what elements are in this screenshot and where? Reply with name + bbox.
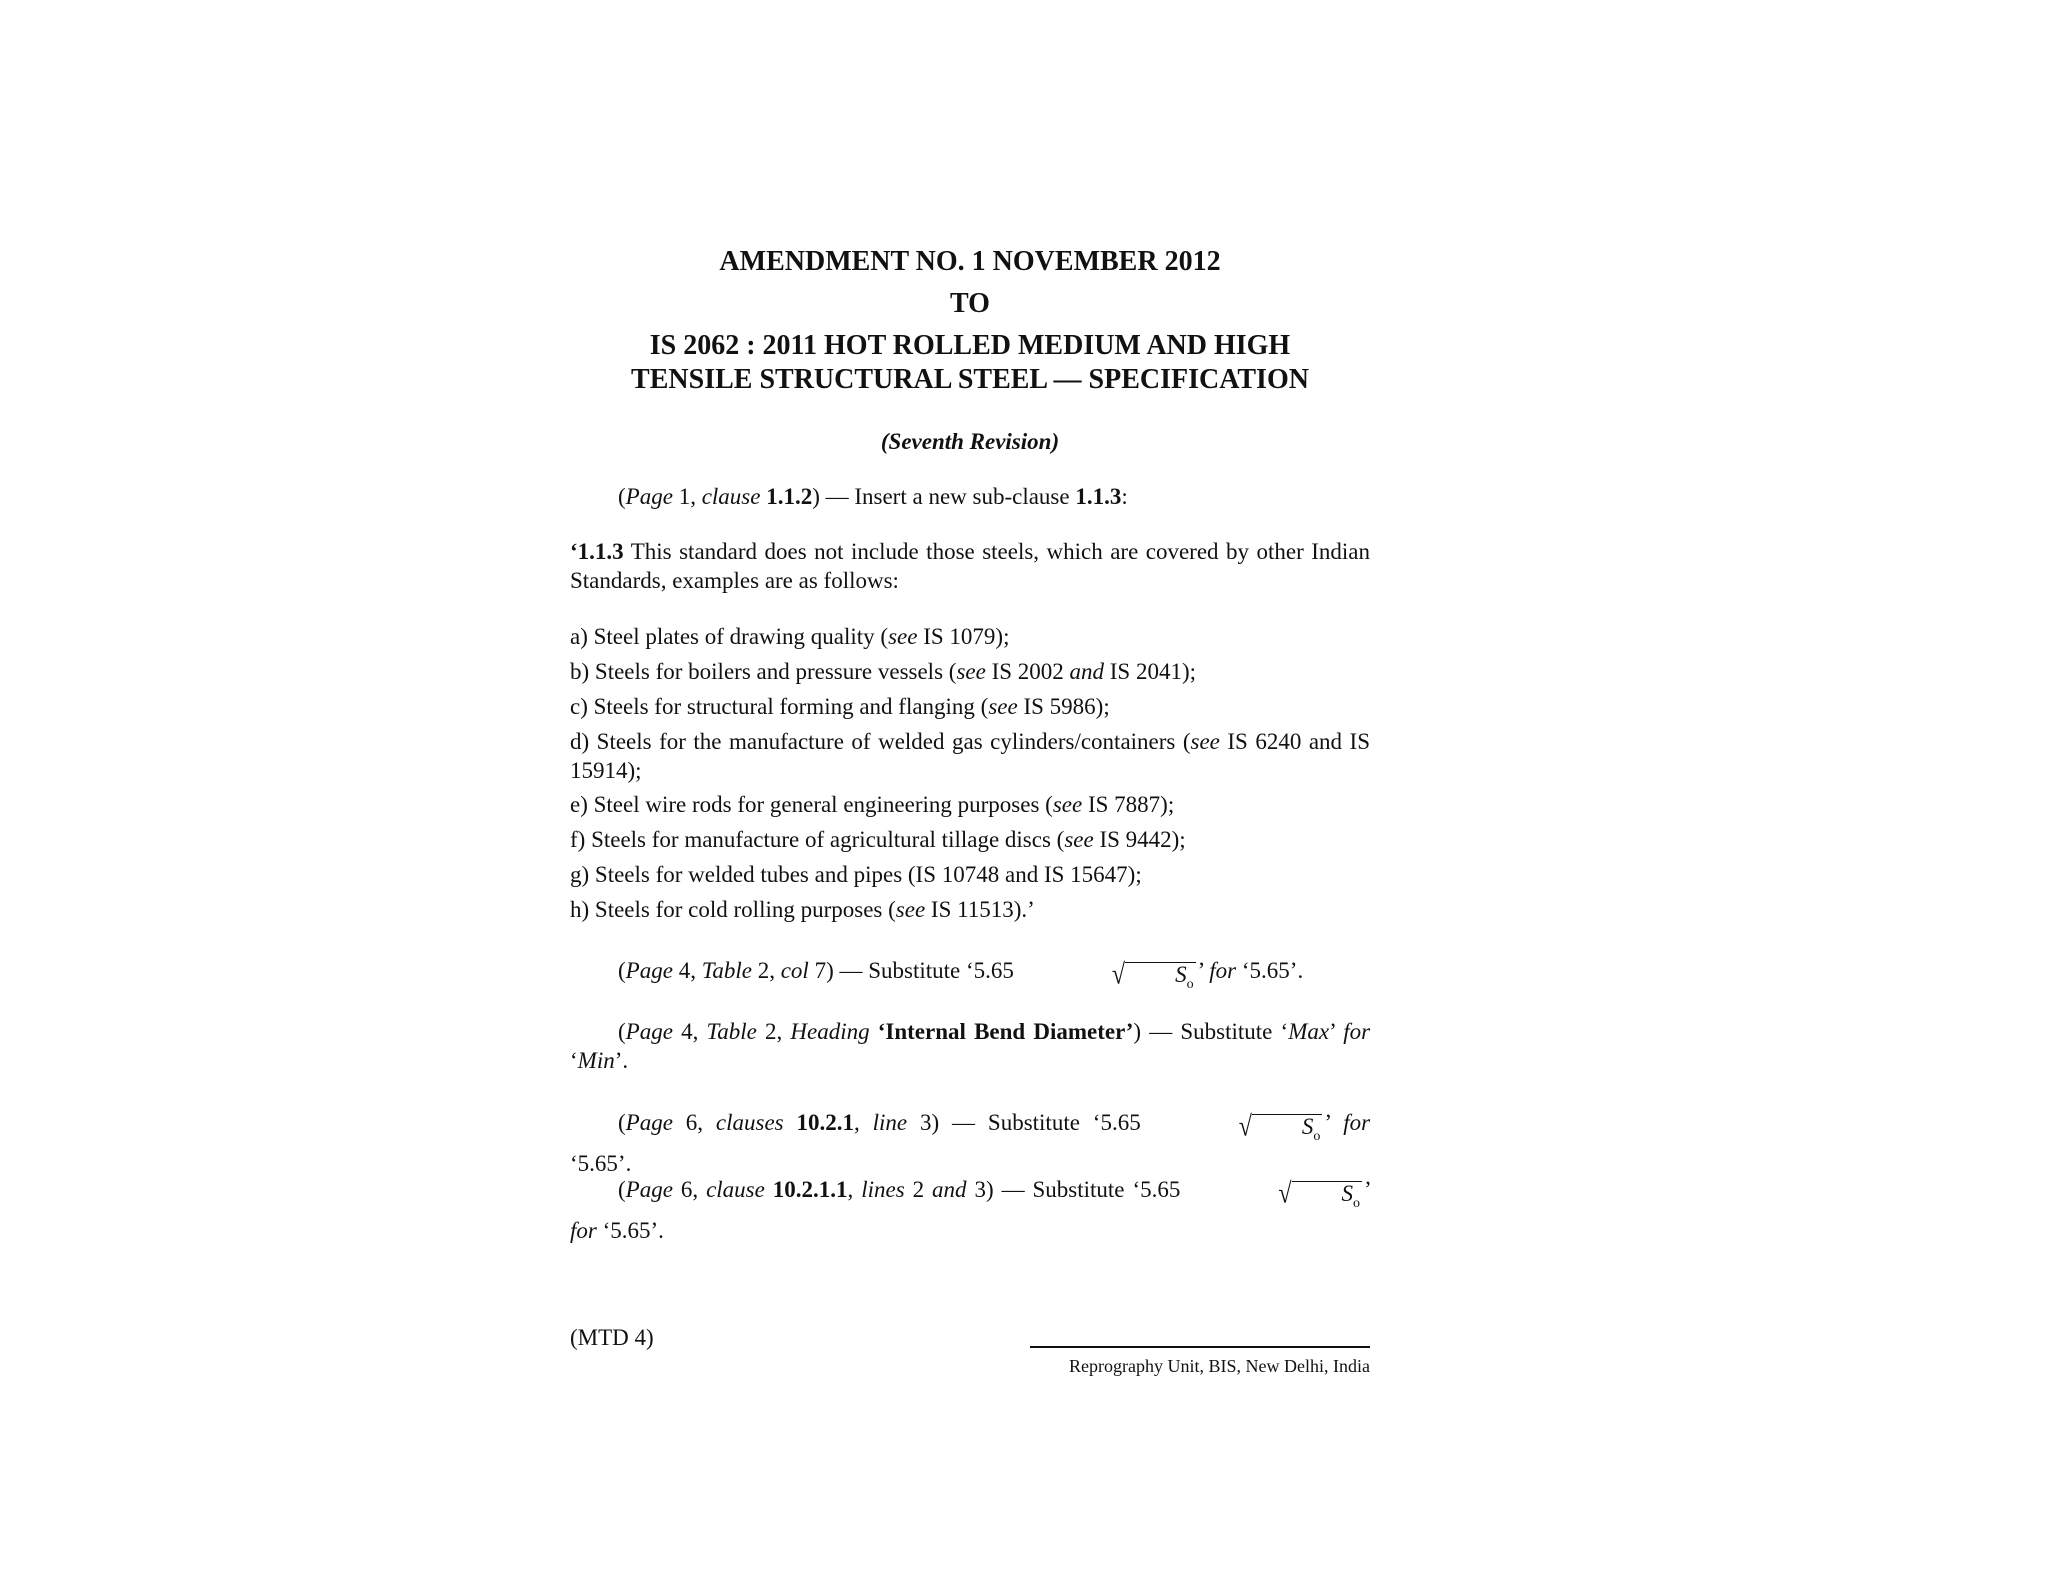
intro-paragraph: (Page 1, clause 1.1.2) — Insert a new sub-clause 1.1.3: xyxy=(618,484,1128,509)
clause-1-1-3: ‘1.1.3 This standard does not include those steels, which are covered by other Indian Standards, examples are as follows: xyxy=(570,539,1370,593)
list-item-e: e) Steel wire rods for general engineering purposes (see IS 7887); xyxy=(570,792,1175,817)
list-item-h: h) Steels for cold rolling purposes (see IS 11513).’ xyxy=(570,897,1035,922)
amendment-item-3: (Page 6, clauses 10.2.1, line 3) — Substitute ‘5.65 √ $S_o$’ for ‘5.65’. xyxy=(570,1110,1371,1176)
committee-reference: (MTD 4) xyxy=(570,1325,654,1350)
square-root-symbol: √ $S_o$ xyxy=(1143,1112,1323,1149)
revision-subtitle: (Seventh Revision) xyxy=(880,429,1060,454)
footer-rule xyxy=(1030,1346,1370,1348)
list-item-f: f) Steels for manufacture of agricultural tillage discs (see IS 9442); xyxy=(570,827,1186,852)
list-item-g: g) Steels for welded tubes and pipes (IS 10748 and IS 15647); xyxy=(570,862,1142,887)
square-root-symbol: √ $S_o$ xyxy=(1182,1179,1362,1216)
to-line: TO xyxy=(950,288,990,319)
list-item-b: b) Steels for boilers and pressure vessels (see IS 2002 and IS 2041); xyxy=(570,659,1197,684)
publisher-line: Reprography Unit, BIS, New Delhi, India xyxy=(1069,1356,1370,1376)
amendment-title: AMENDMENT NO. 1 NOVEMBER 2012 xyxy=(719,246,1221,277)
amendment-item-4: (Page 6, clause 10.2.1.1, lines 2 and 3) — Substitute ‘5.65 √ $S_o$’ for ‘5.65’. xyxy=(570,1177,1370,1243)
amendment-item-1: (Page 4, Table 2, col 7) — Substitute ‘5.65 √ $S_o$’ for ‘5.65’. xyxy=(570,956,1370,997)
clause-number: ‘1.1.3 xyxy=(570,539,624,564)
square-root-symbol: √ $S_o$ xyxy=(1016,960,1196,997)
list-item-c: c) Steels for structural forming and flanging (see IS 5986); xyxy=(570,694,1110,719)
list-item-a: a) Steel plates of drawing quality (see IS 1079); xyxy=(570,624,1010,649)
page-ref: Page xyxy=(625,484,673,509)
amendment-item-2: (Page 4, Table 2, Heading ‘Internal Bend Diameter’) — Substitute ‘Max’ for ‘Min’. xyxy=(570,1019,1371,1073)
list-item-d: d) Steels for the manufacture of welded gas cylinders/containers (see IS 6240 and IS 15914); xyxy=(570,729,1370,783)
standard-title-line-2: TENSILE STRUCTURAL STEEL — SPECIFICATION xyxy=(631,364,1309,395)
standard-title-line-1: IS 2062 : 2011 HOT ROLLED MEDIUM AND HIGH xyxy=(649,330,1291,361)
